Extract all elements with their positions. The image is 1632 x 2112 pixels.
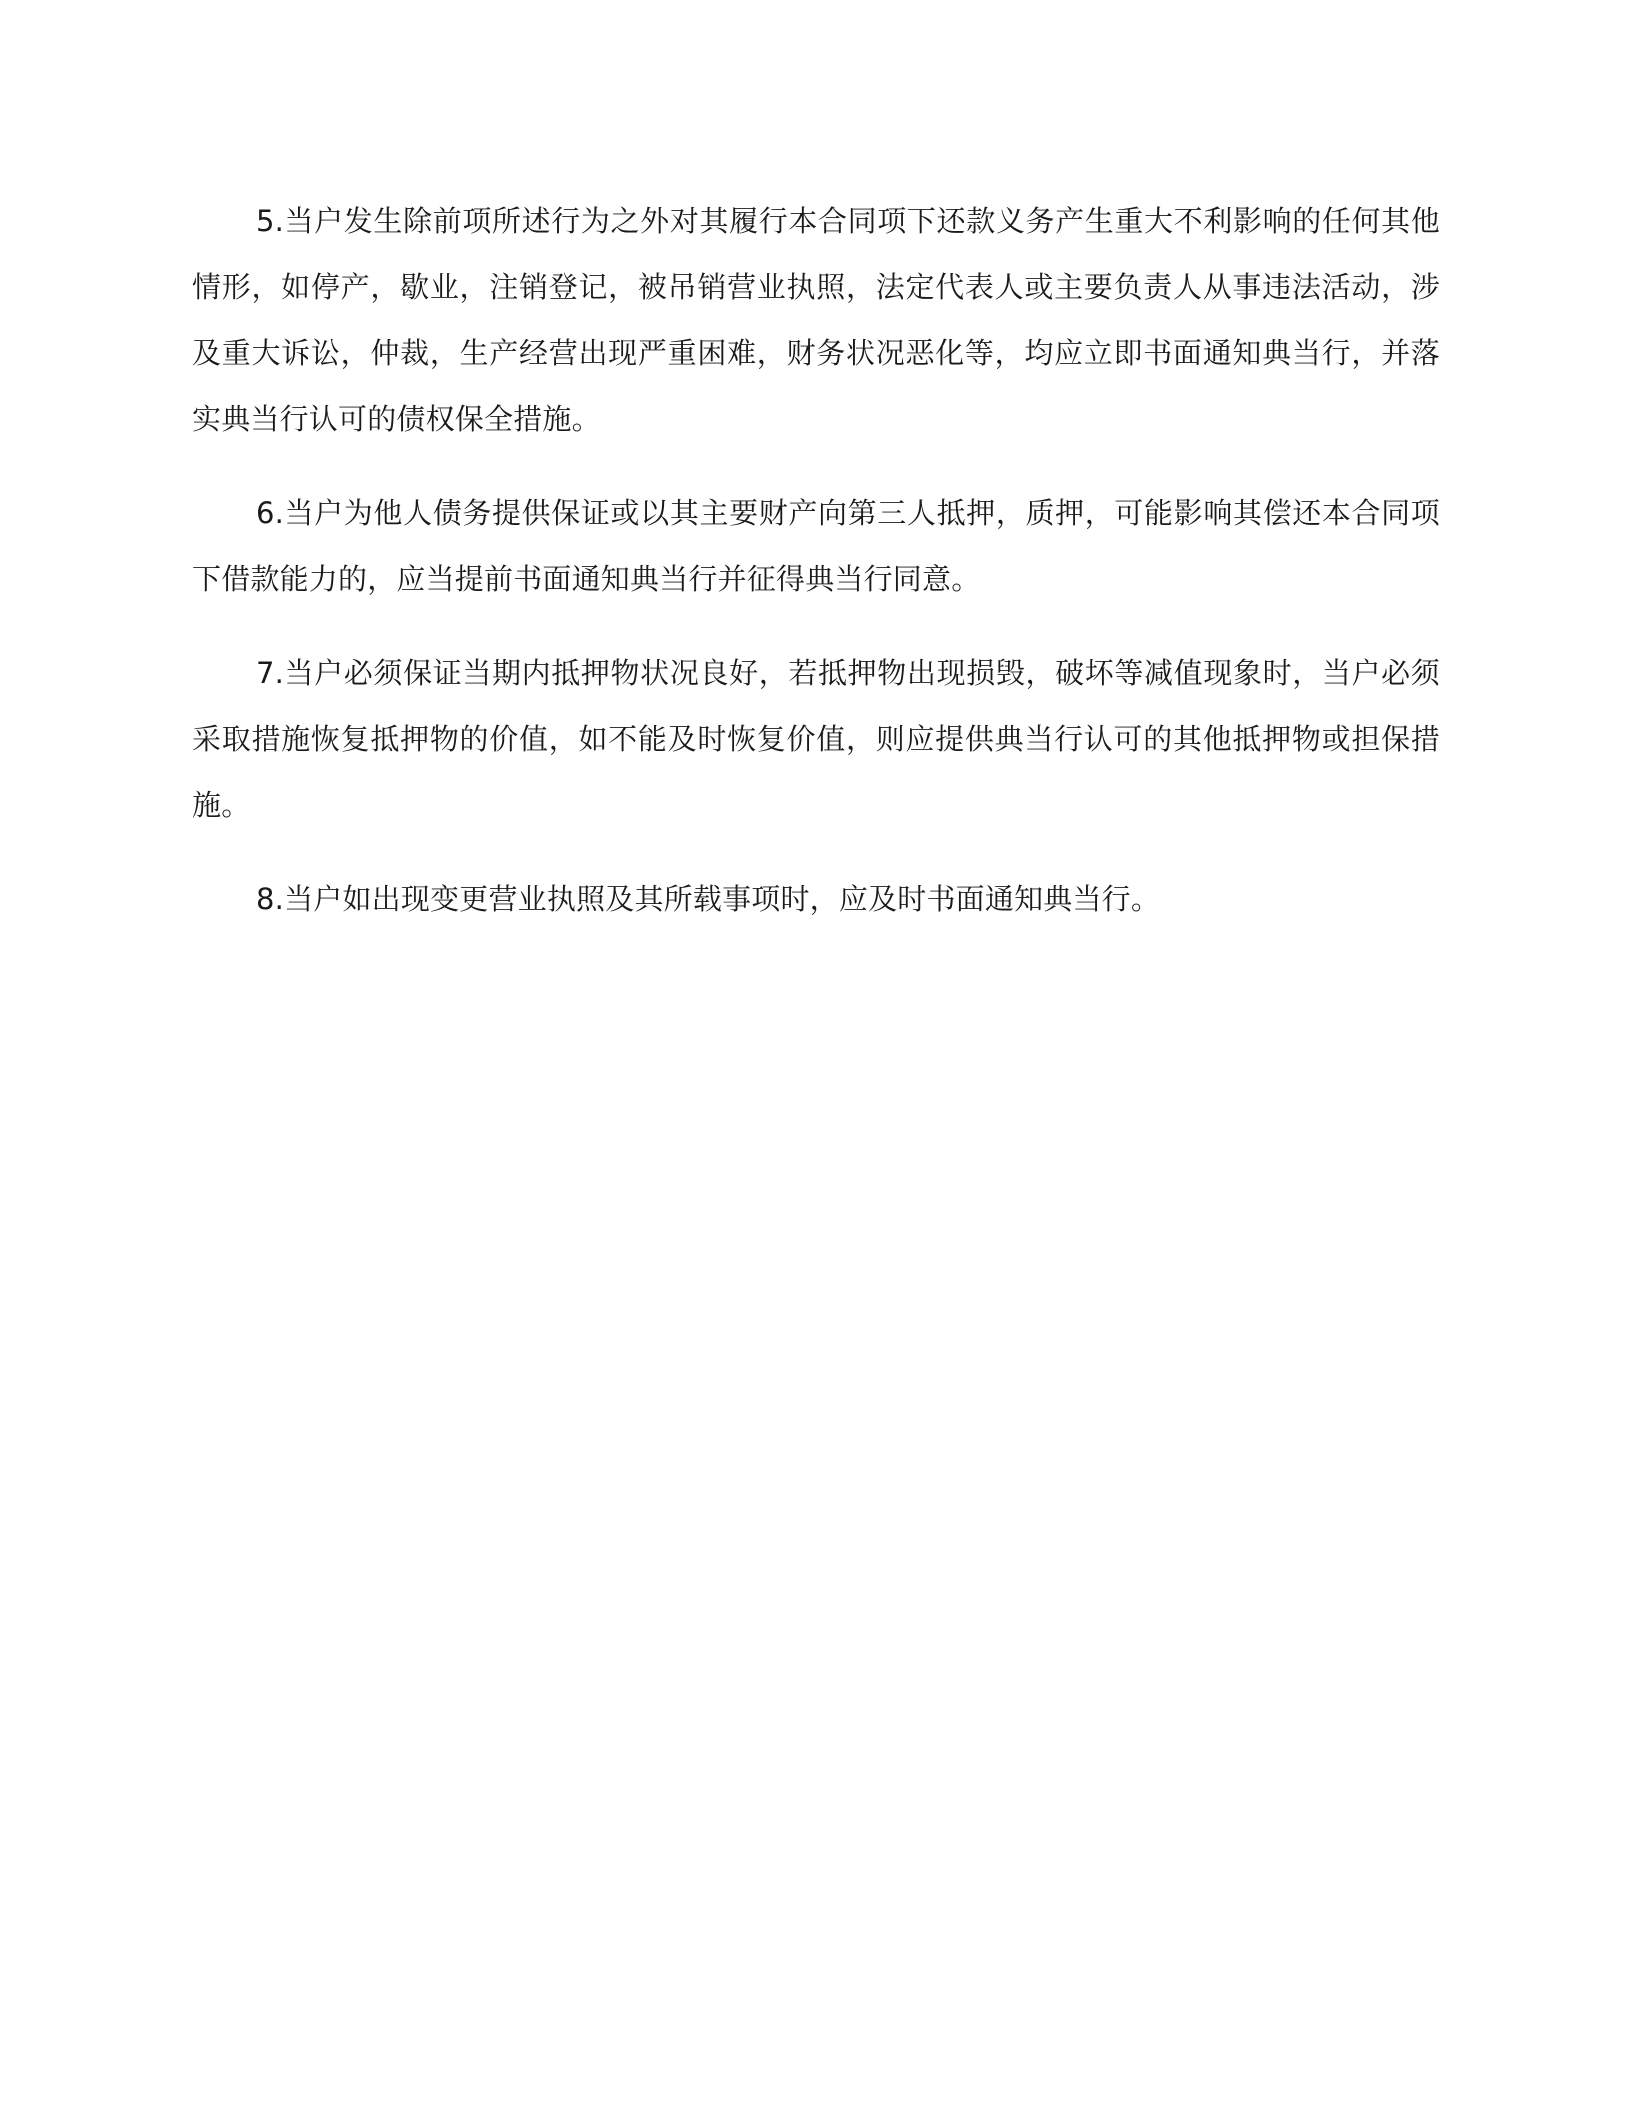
document-body [192, 188, 1440, 960]
clause-7: 7.当户必须保证当期内抵押物状况良好，若抵押物出现损毁，破坏等减值现象时，当户必须采取措施恢复抵押物的价值，如不能及时恢复价值，则应提供典当行认可的其他抵押物或担保措施。 [192, 656, 1440, 822]
clause-5: 5.当户发生除前项所述行为之外对其履行本合同项下还款义务产生重大不利影响的任何其他情形，如停产，歇业，注销登记，被吊销营业执照，法定代表人或主要负责人从事违法活动，涉及重大诉讼，仲裁，生产经营出现严重困难，财务状况恶化等，均应立即书面通知典当行，并落实典当行认可的债权保全措施。 [192, 204, 1440, 436]
clause-6: 6.当户为他人债务提供保证或以其主要财产向第三人抵押，质押，可能影响其偿还本合同项下借款能力的，应当提前书面通知典当行并征得典当行同意。 [192, 496, 1440, 596]
clause-8: 8.当户如出现变更营业执照及其所载事项时，应及时书面通知典当行。 [256, 882, 1161, 916]
